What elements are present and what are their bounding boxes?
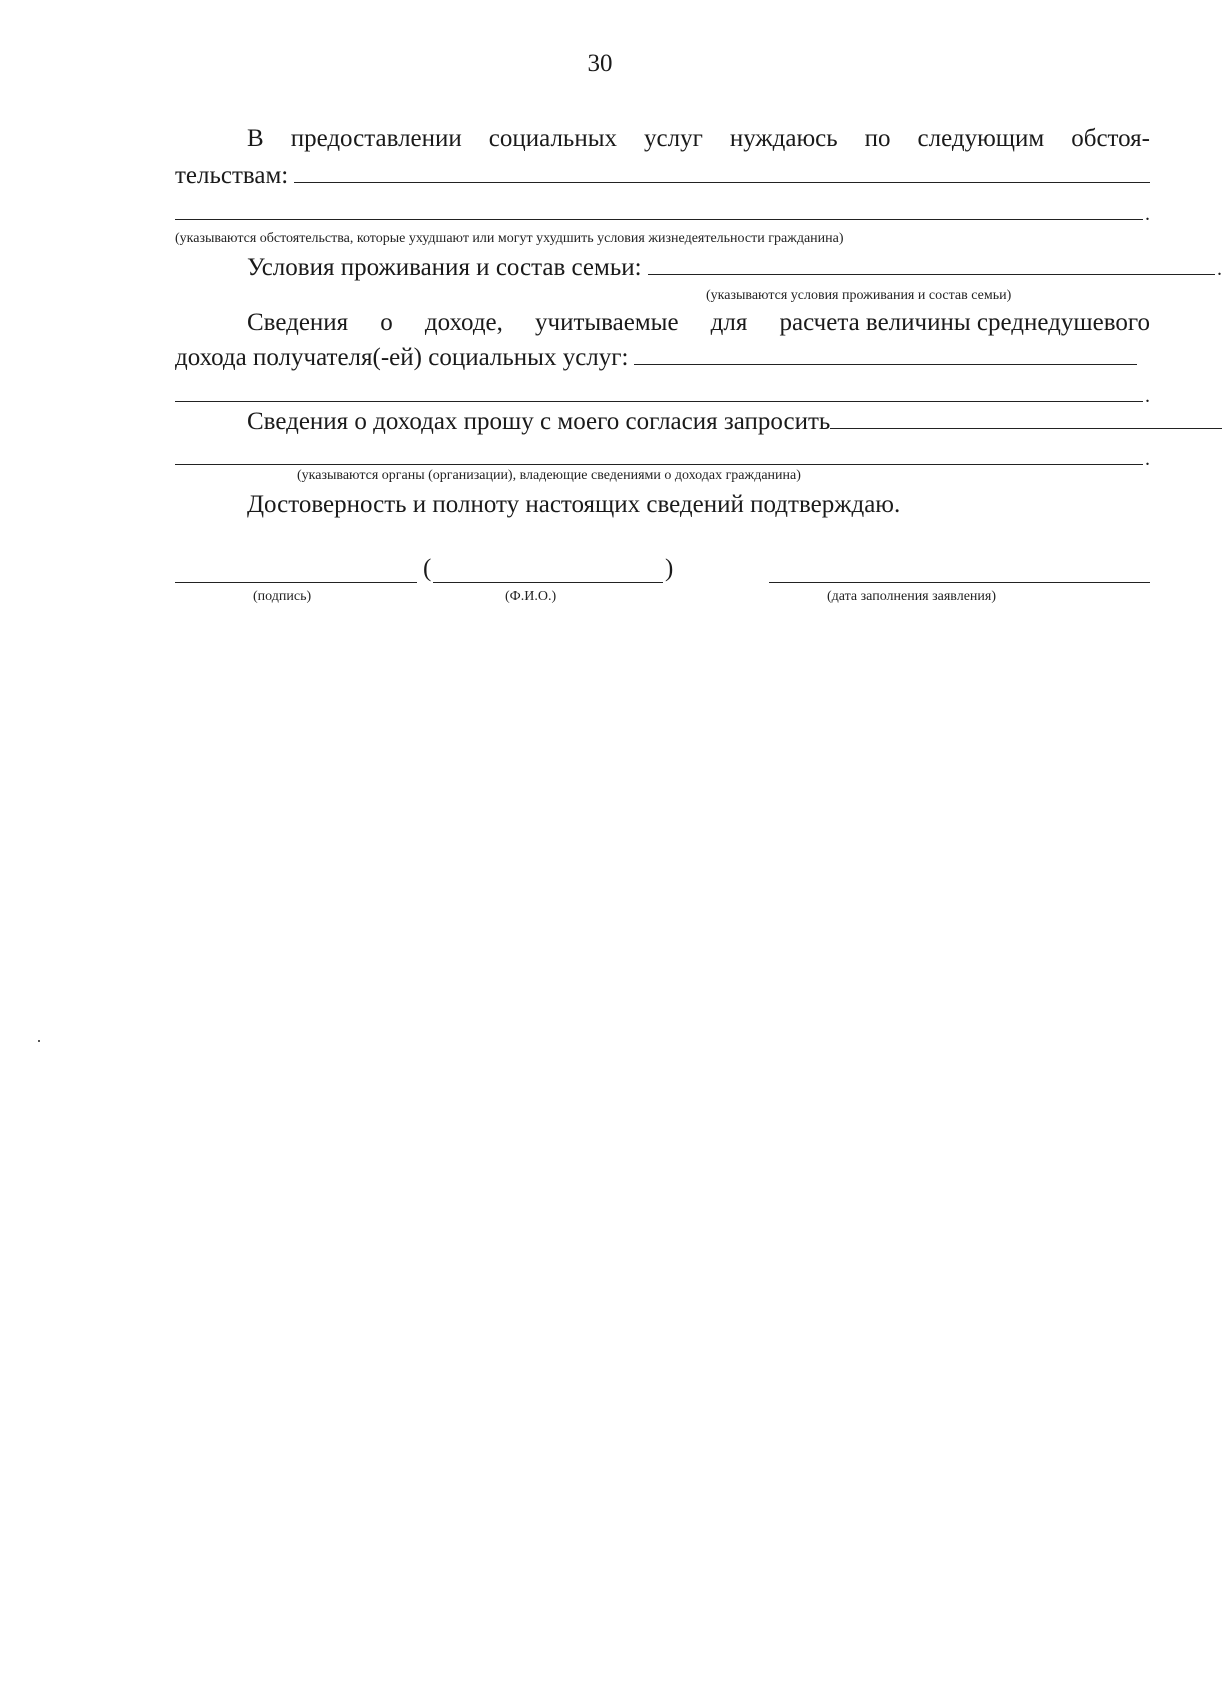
circumstances-word: нуждаюсь [729,125,838,152]
circumstances-word: В [247,125,264,152]
income-request-field-continued[interactable] [175,442,1143,465]
circumstances-label: тельствам: [175,162,289,189]
income-word: Сведения [247,309,349,336]
full-name-field[interactable] [433,582,663,583]
circumstances-word: социальных [488,125,618,152]
circumstances-word: обстоя- [1071,125,1150,152]
income-word: доходе, [424,309,503,336]
income-request-hint: (указываются органы (организации), владеющие сведениями о доходах гражданина) [297,468,801,483]
circumstances-word: по [864,125,891,152]
living-conditions-label: Условия проживания и состав семьи: [247,254,642,281]
circumstances-field[interactable] [294,160,1150,183]
circumstances-paragraph-line-1 [175,124,1150,154]
circumstances-word: предоставлении [290,125,462,152]
living-conditions-line [175,252,1222,284]
income-paragraph-line-2 [175,342,1137,373]
circumstances-paragraph-line-2 [175,160,1150,191]
date-field[interactable] [769,582,1150,583]
income-field[interactable] [634,342,1137,365]
living-conditions-field[interactable] [648,252,1215,275]
income-word: расчета величины среднедушевого [779,309,1150,336]
income-paragraph-line-1 [175,308,1150,338]
circumstances-paragraph-line-3 [175,197,1150,229]
income-field-continued[interactable] [175,379,1143,402]
circumstances-hint: (указываются обстоятельства, которые ухудшают или могут ухудшить условия жизнедеятельности гражданина) [175,231,844,246]
page-number: 30 [587,50,613,77]
income-word: о [380,309,393,336]
income-request-field[interactable] [830,406,1222,429]
line-end-dot: . [1145,203,1150,225]
income-word: учитываемые [535,309,679,336]
signature-field[interactable] [175,582,417,583]
income-request-line [175,406,1222,437]
close-paren: ) [665,555,674,582]
date-hint: (дата заполнения заявления) [827,589,997,604]
line-end-dot: . [1217,258,1222,280]
income-request-label: Сведения о доходах прошу с моего согласия запросить [247,408,831,435]
signature-hint: (подпись) [253,589,312,604]
circumstances-field-continued[interactable] [175,197,1143,220]
income-word: для [710,309,748,336]
circumstances-word: услуг [644,125,703,152]
income-label: дохода получателя(-ей) социальных услуг: [175,344,629,371]
circumstances-word: следующим [917,125,1045,152]
line-end-dot: . [1145,448,1150,470]
confirmation-text: Достоверность и полноту настоящих сведений подтверждаю. [247,491,901,518]
full-name-hint: (Ф.И.О.) [505,589,557,604]
line-end-dot: . [1145,385,1150,407]
scan-speck [38,1040,40,1042]
open-paren: ( [423,555,432,582]
living-conditions-hint: (указываются условия проживания и состав семьи) [706,288,1012,303]
